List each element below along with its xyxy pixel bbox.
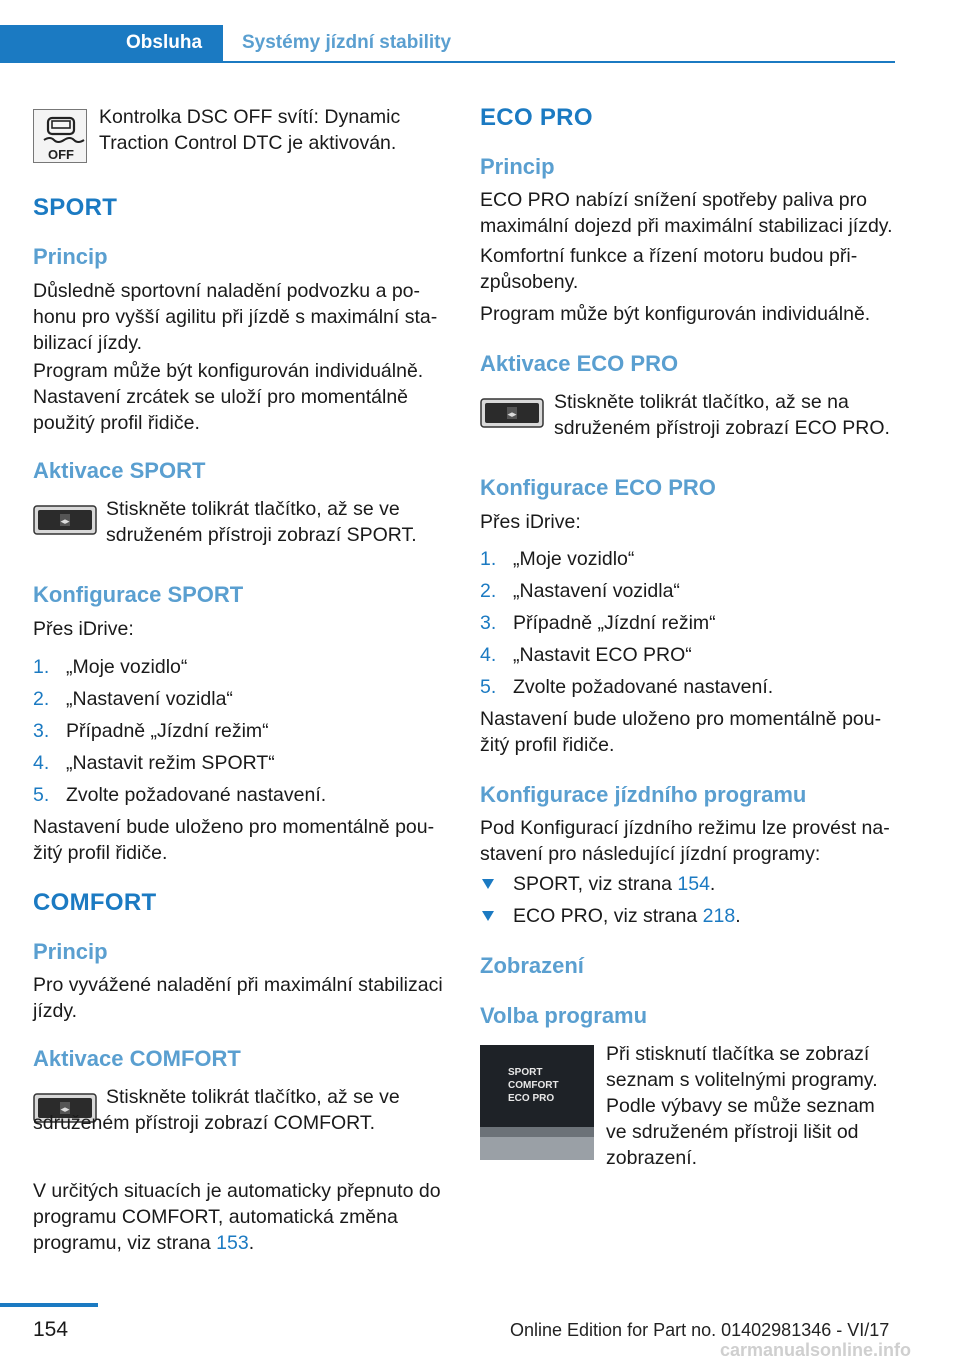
- program-heading: Volba programu: [480, 1003, 648, 1028]
- list-text: „Nastavení vozidla“: [66, 688, 233, 710]
- svg-text:◂▸: ◂▸: [60, 516, 70, 526]
- eco-config-heading: Konfigurace ECO PRO: [480, 475, 716, 500]
- sport-activation-text: Stiskněte tolikrát tlačítko, až se ve sdruženém přístroji zobrazí SPORT.: [106, 498, 417, 546]
- eco-princip-heading: Princip: [480, 154, 555, 179]
- sport-princip-text: Důsledně sportovní naladění podvozku a pohonu pro vyšší agilitu při jízdě s maximální stabilizací jízdy.: [33, 280, 438, 354]
- eco-activation-text: Stiskněte tolikrát tlačítko, až se na sdruženém přístroji zobrazí ECO PRO.: [554, 391, 890, 439]
- list-number: 4.: [33, 752, 50, 774]
- list-text: Případně „Jízdní režim“: [66, 720, 269, 742]
- sport-princip-heading: Princip: [33, 244, 108, 269]
- drive-config-heading: Konfigurace jízdního programu: [480, 782, 807, 807]
- sport-config-after: Nastavení bude uloženo pro momentálně použitý profil řidiče.: [33, 816, 435, 864]
- list-number: 2.: [480, 580, 497, 602]
- tab-obsluha[interactable]: Obsluha: [0, 25, 223, 61]
- comfort-auto-text: [33, 1178, 443, 1256]
- page-link-153[interactable]: 153: [216, 1232, 249, 1254]
- dsc-off-indicator-icon: [33, 109, 87, 163]
- list-number: 5.: [33, 784, 50, 806]
- screen-bar-light: [480, 1137, 594, 1160]
- dsc-off-text: Kontrolka DSC OFF svítí: Dynamic Traction Control DTC je aktivován.: [99, 106, 401, 154]
- comfort-princip-text: Pro vyvážené naladění při maximální stabilizaci jízdy.: [33, 974, 443, 1022]
- comfort-activation-heading: Aktivace COMFORT: [33, 1046, 241, 1071]
- list-text: „Moje vozidlo“: [513, 548, 635, 570]
- sport-config-note: Program může být konfigurován individuálně. Nastavení zrcátek se uloží pro momentálně použitý profil řidiče.: [33, 360, 424, 434]
- sport-config-heading: Konfigurace SPORT: [33, 582, 244, 607]
- list-text: „Nastavit ECO PRO“: [513, 644, 692, 666]
- list-text: „Nastavení vozidla“: [513, 580, 680, 602]
- list-text: „Moje vozidlo“: [66, 656, 188, 678]
- tab-systemy-jizdni-stability[interactable]: Systémy jízdní stability: [242, 32, 452, 53]
- list-text: SPORT, viz strana 154.: [513, 873, 716, 895]
- driving-experience-switch-icon: [480, 398, 544, 428]
- list-number: 3.: [480, 612, 497, 634]
- comfort-auto-text-post: .: [248, 1232, 255, 1254]
- header-bar: [0, 25, 895, 63]
- comfort-auto-text-pre: V určitých situacích je automaticky přepnuto do programu COMFORT, automatická změna programu, viz strana: [33, 1180, 441, 1254]
- edition-info: Online Edition for Part no. 01402981346 - VI/17: [510, 1320, 890, 1340]
- list-text: Zvolte požadované nastavení.: [513, 676, 774, 698]
- dsc-off-label: OFF: [48, 147, 74, 162]
- svg-text:◂▸: ◂▸: [60, 1104, 70, 1114]
- program-text: Při stisknutí tlačítka se zobrazí seznam s volitelnými programy. Podle výbavy se může seznam ve sdruženém přístroji lišit od zobrazení.: [606, 1043, 878, 1169]
- bullet-triangle-icon: [482, 879, 494, 889]
- list-text: Případně „Jízdní režim“: [513, 612, 716, 634]
- page-number: 154: [33, 1318, 69, 1341]
- comfort-princip-heading: Princip: [33, 939, 108, 964]
- drive-config-text: Pod Konfigurací jízdního režimu lze provést nastavení pro následující jízdní programy:: [480, 817, 890, 865]
- sport-heading: SPORT: [33, 194, 118, 221]
- eco-pro-heading: ECO PRO: [480, 104, 593, 131]
- comfort-activation-text: Stiskněte tolikrát tlačítko, až se ve sdruženém přístroji zobrazí COMFORT.: [33, 1086, 400, 1134]
- list-number: 5.: [480, 676, 497, 698]
- list-number: 1.: [33, 656, 50, 678]
- list-number: 2.: [33, 688, 50, 710]
- eco-config-note: Program může být konfigurován individuálně.: [480, 303, 871, 325]
- screen-line-comfort: COMFORT: [508, 1080, 559, 1091]
- program-selection-display-image: [480, 1045, 594, 1160]
- sport-activation-heading: Aktivace SPORT: [33, 458, 206, 483]
- page-link-154[interactable]: 154: [677, 873, 710, 895]
- display-heading: Zobrazení: [480, 953, 584, 978]
- screen-line-eco-pro: ECO PRO: [508, 1093, 555, 1104]
- bullet-triangle-icon: [482, 911, 494, 921]
- list-number: 3.: [33, 720, 50, 742]
- list-text: Zvolte požadované nastavení.: [66, 784, 327, 806]
- page-link-218[interactable]: 218: [702, 905, 736, 927]
- eco-princip-text: ECO PRO nabízí snížení spotřeby paliva pro maximální dojezd při maximální stabilizaci jízdy.: [480, 189, 893, 237]
- list-text: „Nastavit režim SPORT“: [66, 752, 275, 774]
- list-text: ECO PRO, viz strana 218.: [513, 905, 741, 927]
- screen-line-sport: SPORT: [508, 1067, 543, 1078]
- eco-comfort-text: Komfortní funkce a řízení motoru budou přizpůsobeny.: [480, 245, 858, 293]
- watermark: carmanualsonline.info: [720, 1340, 912, 1360]
- eco-activation-heading: Aktivace ECO PRO: [480, 351, 679, 376]
- list-number: 1.: [480, 548, 497, 570]
- eco-config-intro: Přes iDrive:: [480, 511, 581, 533]
- driving-experience-switch-icon: [33, 505, 97, 535]
- footer-accent-line: [0, 1303, 98, 1307]
- sport-config-intro: Přes iDrive:: [33, 618, 134, 640]
- list-number: 4.: [480, 644, 497, 666]
- svg-text:◂▸: ◂▸: [507, 409, 517, 419]
- eco-config-after: Nastavení bude uloženo pro momentálně použitý profil řidiče.: [480, 708, 882, 756]
- header-divider: [0, 61, 895, 63]
- comfort-heading: COMFORT: [33, 889, 157, 916]
